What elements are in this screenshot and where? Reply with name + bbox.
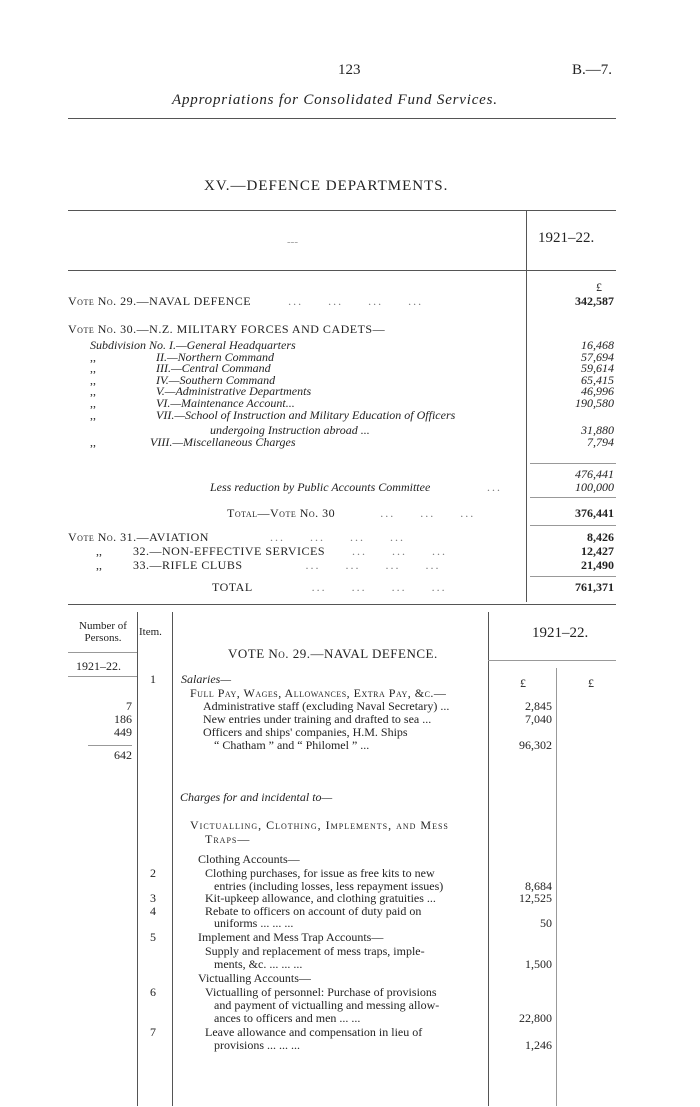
subdivision-amount: 57,694 [581, 349, 614, 364]
column-header-persons: Number of Persons. [79, 620, 127, 644]
subdivision-number: VIII. [150, 434, 173, 449]
detail-line-text: Leave allowance and compensation in lieu of [205, 1025, 423, 1039]
subdivision-label: undergoing Instruction abroad ... [210, 423, 370, 438]
item-number: 7 [150, 1025, 156, 1039]
vote-33-amount: 21,490 [581, 558, 614, 572]
subdivision-ditto: ,, [90, 361, 96, 376]
page-number: 123 [338, 62, 361, 78]
subdivision-amount: 16,468 [581, 338, 614, 352]
item-column-divider [172, 612, 173, 1106]
summary-currency: £ [596, 280, 602, 294]
total-vote-30-rule [530, 525, 616, 526]
persons-count: 449 [114, 725, 132, 739]
amount-header-rule [488, 660, 616, 661]
subdivision-amount: 65,415 [581, 372, 614, 387]
detail-line-text: entries (including losses, less repayment issues) [214, 879, 444, 893]
column-header-item: Item. [139, 626, 162, 638]
section-title: XV.—DEFENCE DEPARTMENTS. [204, 178, 449, 194]
vote-29-amount: 342,587 [575, 294, 614, 308]
vote-29-row: Vote No. 29.—NAVAL DEFENCE ... ... ... ... [68, 294, 424, 308]
item-number: 3 [150, 891, 156, 905]
detail-line-text: Victualling of personnel: Purchase of provisions [205, 985, 437, 999]
subdivision-label: —Central Command [171, 361, 271, 376]
item-number: 6 [150, 985, 156, 999]
salary-line-text: New entries under training and drafted to sea ... [203, 712, 432, 726]
subdivision-ditto: ,, [90, 349, 96, 364]
vote-30-label: Vote No. 30.—N.Z. MILITARY FORCES AND CADETS— [68, 322, 386, 336]
grand-total-row: TOTAL ... ... ... ... [212, 580, 447, 594]
persons-header-rule [68, 652, 137, 653]
subdivision-amount: 31,880 [581, 423, 614, 438]
summary-header-placeholder: --- [287, 236, 298, 248]
victualling-heading-line-2: Traps— [205, 832, 251, 846]
salaries-item-number: 1 [150, 672, 156, 686]
subdivision-number: V. [156, 384, 165, 399]
salary-line-text: Administrative staff (excluding Naval Secretary) ... [203, 699, 450, 713]
subdivision-number: III. [156, 361, 171, 376]
subdivision-label: —General Headquarters [176, 338, 296, 352]
persons-count: 7 [126, 699, 132, 713]
amount-column-divider-1 [488, 612, 489, 1106]
less-reduction-rule [530, 497, 616, 498]
salaries-heading: Salaries— [181, 672, 232, 686]
detail-line-amount: 50 [540, 916, 552, 930]
subdivision-prefix: Subdivision No. [90, 338, 170, 352]
document-reference: B.—7. [572, 62, 613, 78]
detail-line-text: Supply and replacement of mess traps, imple- [205, 944, 425, 958]
subdivision-amount: 7,794 [587, 434, 614, 449]
vote-32-row: ,, 32.—NON-EFFECTIVE SERVICES ... ... ... [68, 544, 447, 559]
detail-currency-col-1: £ [520, 676, 526, 690]
salary-line-text: “ Chatham ” and “ Philomel ” ... [214, 738, 370, 752]
subdivision-label: —Maintenance Account... [170, 396, 295, 410]
salary-line-text: Officers and ships' companies, H.M. Ships [203, 725, 408, 739]
total-vote-30-label: Total—Vote No. 30 [227, 506, 336, 520]
summary-header-rule [68, 270, 616, 271]
subtotal-amount: 476,441 [575, 467, 614, 481]
summary-bottom-rule [68, 604, 616, 605]
vote-31-label: Vote No. 31.—AVIATION [68, 530, 209, 544]
item-number: 2 [150, 866, 156, 880]
detail-year-header: 1921–22. [532, 625, 589, 641]
salary-line-amount: 2,845 [525, 699, 552, 713]
detail-line-amount: 22,800 [519, 1011, 552, 1025]
header-rule [68, 118, 616, 119]
detail-line-text: Implement and Mess Trap Accounts— [198, 930, 384, 944]
vote-33-label: 33.—RIFLE CLUBS [133, 558, 243, 572]
detail-currency-col-2: £ [588, 676, 594, 690]
page-subtitle: Appropriations for Consolidated Fund Services. [172, 92, 498, 108]
persons-total-rule [88, 745, 132, 746]
detail-line-text: and payment of victualling and messing allow- [214, 998, 440, 1012]
subdivision-amount: 59,614 [581, 361, 614, 376]
subdivision-number: II. [156, 349, 167, 364]
detail-line-text: Kit-upkeep allowance, and clothing gratuities ... [205, 891, 436, 905]
subdivision-label: —Miscellaneous Charges [172, 434, 296, 449]
subdivision-row [90, 408, 455, 423]
clothing-accounts-heading: Clothing Accounts— [198, 852, 300, 866]
subdivision-ditto: ,, [90, 407, 96, 422]
vote-32-amount: 12,427 [581, 544, 614, 558]
subdivision-number: IV. [156, 372, 169, 387]
detail-line-text: uniforms ... ... ... [214, 916, 294, 930]
vote-31-row: Vote No. 31.—AVIATION ... ... ... ... [68, 530, 405, 544]
subdivision-label: —Administrative Departments [164, 384, 312, 399]
detail-line-amount: 8,684 [525, 879, 552, 893]
detail-line-text: Rebate to officers on account of duty paid on [205, 904, 422, 918]
total-rule [530, 576, 616, 577]
subtotal-rule [530, 463, 616, 464]
less-reduction-label: Less reduction by Public Accounts Committee [210, 480, 431, 494]
summary-top-rule [68, 210, 616, 211]
subdivision-ditto: ,, [90, 384, 96, 399]
full-pay-heading: Full Pay, Wages, Allowances, Extra Pay, &c.— [190, 686, 447, 700]
detail-line-text: provisions ... ... ... [214, 1038, 301, 1052]
subdivision-amount: 190,580 [575, 396, 614, 410]
grand-total-label: TOTAL [212, 580, 253, 594]
detail-line-text: ances to officers and men ... ... [214, 1011, 361, 1025]
salary-line-amount: 7,040 [525, 712, 552, 726]
item-number: 5 [150, 930, 156, 944]
vote-29-label: Vote No. 29.—NAVAL DEFENCE [68, 294, 252, 308]
vote-33-row: ,, 33.—RIFLE CLUBS ... ... ... ... [68, 558, 441, 573]
subdivision-number: I. [169, 338, 177, 352]
persons-total: 642 [114, 748, 132, 762]
charges-heading: Charges for and incidental to— [180, 790, 333, 804]
amount-column-divider-2 [556, 668, 557, 1106]
detail-line-text: Clothing purchases, for issue as free kits to new [205, 866, 435, 880]
subdivision-label: —School of Instruction and Military Education of Officers [174, 407, 456, 422]
detail-line-amount: 12,525 [519, 891, 552, 905]
less-reduction-amount: 100,000 [575, 480, 614, 494]
persons-column-divider [137, 612, 138, 1106]
subdivision-ditto: ,, [90, 372, 96, 387]
less-reduction-row: Less reduction by Public Accounts Committee ... [210, 480, 503, 494]
subdivision-ditto: ,, [90, 434, 96, 449]
vote-33-ditto: ,, [96, 558, 102, 572]
subdivision-number: VI. [156, 396, 171, 410]
detail-line-text: Victualling Accounts— [198, 971, 311, 985]
grand-total-amount: 761,371 [575, 580, 614, 594]
vote-32-ditto: ,, [96, 544, 102, 558]
persons-count: 186 [114, 712, 132, 726]
subdivision-label: —Northern Command [167, 349, 275, 364]
persons-year: 1921–22. [76, 659, 121, 673]
subdivision-ditto: ,, [90, 396, 96, 410]
subdivision-row [90, 435, 296, 450]
persons-year-rule [68, 676, 137, 677]
item-number: 4 [150, 904, 156, 918]
summary-year-header: 1921–22. [538, 230, 595, 246]
salary-line-amount: 96,302 [519, 738, 552, 752]
victualling-heading-line-1: Victualling, Clothing, Implements, and Mess [190, 818, 449, 832]
detail-title: VOTE No. 29.—NAVAL DEFENCE. [228, 646, 438, 661]
subdivision-label: —Southern Command [168, 372, 276, 387]
total-vote-30-amount: 376,441 [575, 506, 614, 520]
vote-32-label: 32.—NON-EFFECTIVE SERVICES [133, 544, 326, 558]
subdivision-number: VII. [156, 407, 175, 422]
detail-line-amount: 1,500 [525, 957, 552, 971]
detail-line-amount: 1,246 [525, 1038, 552, 1052]
summary-column-divider [526, 210, 527, 602]
total-vote-30-row: Total—Vote No. 30 ... ... ... [227, 506, 476, 520]
subdivision-amount: 46,996 [581, 384, 614, 399]
vote-31-amount: 8,426 [587, 530, 614, 544]
detail-line-text: ments, &c. ... ... ... [214, 957, 303, 971]
